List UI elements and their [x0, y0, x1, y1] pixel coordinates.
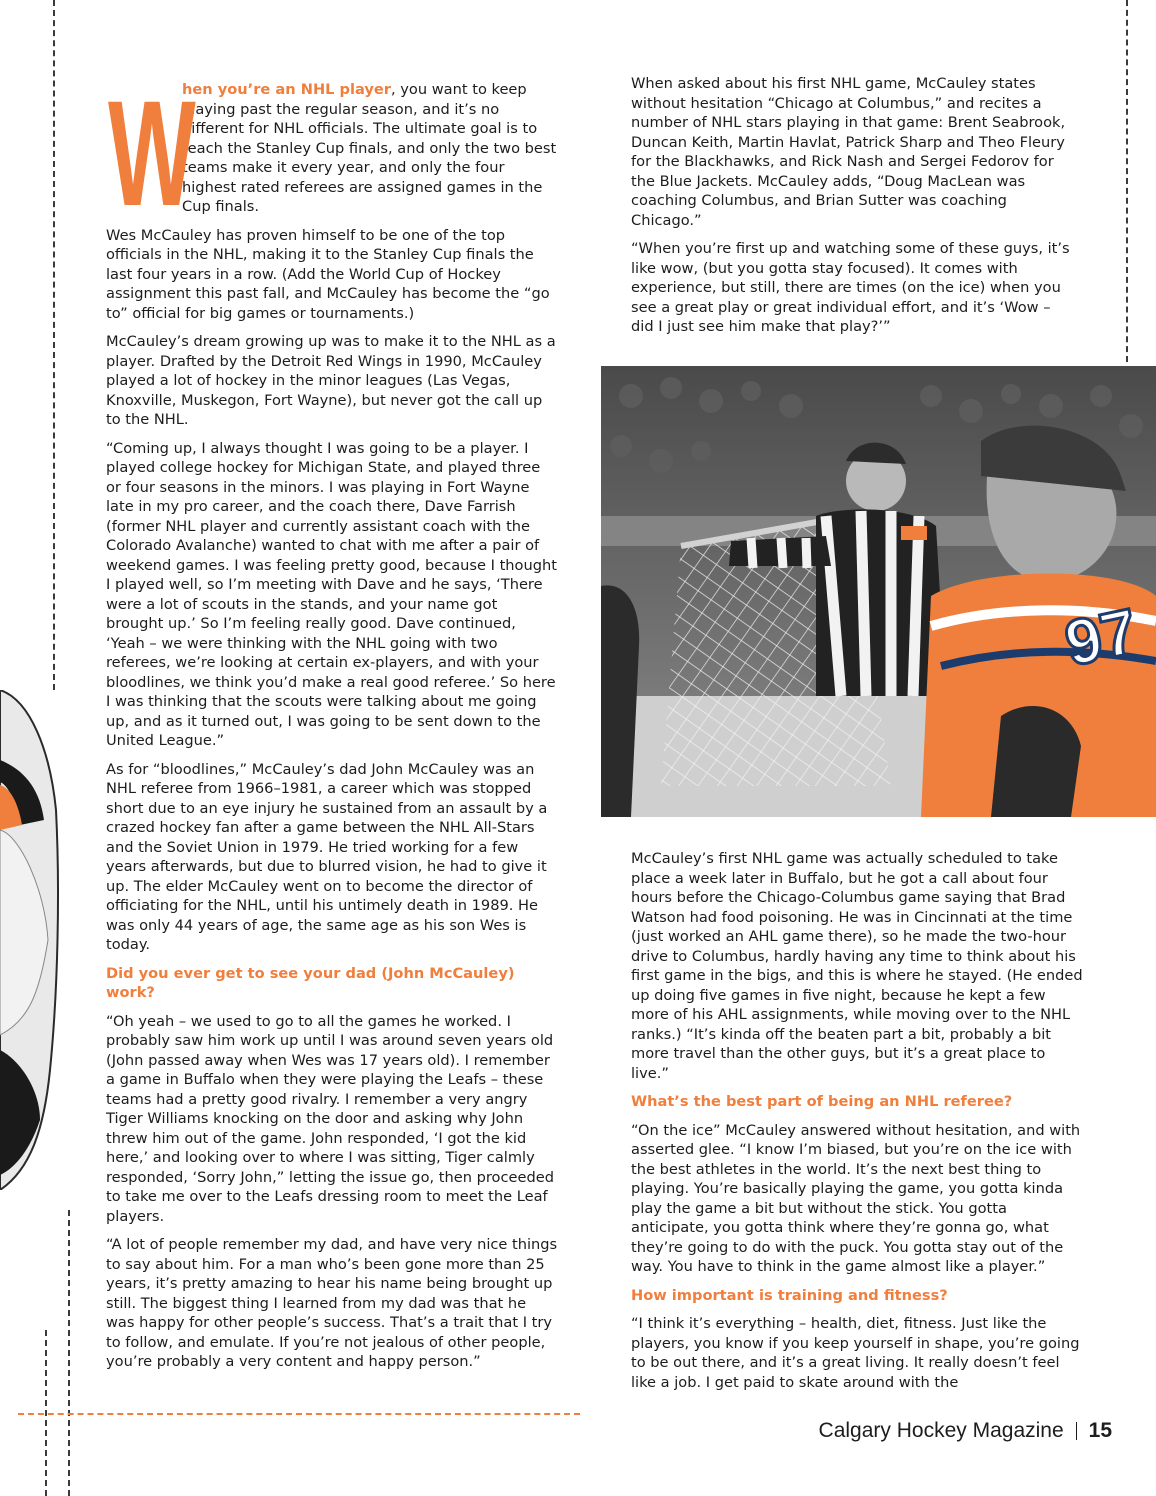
body-paragraph: When asked about his first NHL game, McCauley states without hesitation “Chicago at Columbus,” and recites a number of NHL stars playing in that game: Brent Seabrook, Duncan Keith, Martin Havlat, Patrick Sharp and Theo Fleury for the Blackhawks, and Rick Nash and Sergei Fedorov for the Blue Jackets. McCauley adds, “Doug MacLean was coaching Columbus, and Brian Sutter was coaching Chicago.” — [631, 75, 1066, 229]
photo-illustration — [601, 366, 1156, 817]
dashed-guide-top-right — [1126, 0, 1128, 362]
dashed-guide-bottom-orange — [18, 1413, 580, 1415]
body-paragraph: McCauley’s first NHL game was actually scheduled to take place a week later in Buffalo, but he got a call about four hours before the Chicago-Columbus game saying that Brad Watson had food poisoning. He was in Cincinnati at the time (just worked an AHL game there), so he made the two-hour drive to Columbus, hardly having any time to think about his first game in the bigs, and this is where he stayed. (He ended up doing five games in five night, because he kept a few more of his AHL assignments, while moving over to the NHL ranks.) “It’s kinda off the beaten part a bit, probably a bit more travel than the other guys, but it’s a great place to live.” — [631, 850, 1083, 1082]
page-number: 15 — [1088, 1419, 1112, 1442]
footer-divider — [1076, 1422, 1077, 1440]
lead-in-text: , you want to keep playing past the regular season, and it’s no different for NHL officials. The ultimate goal is to reach the Stanley Cup finals, and only the two best teams make it every year, and only the four highest rated referees are assigned games in the Cup finals. — [182, 81, 557, 215]
page-footer — [819, 1419, 1112, 1443]
article-column-left — [106, 69, 558, 1381]
body-paragraph: “Oh yeah – we used to go to all the games he worked. I probably saw him work up until I was around seven years old (John passed away when Wes was 17 years old). I remember a game in Buffalo when they were playing the Leafs – these teams had a pretty good rivalry. I remember a very angry Tiger Williams knocking on the door and asking why John threw him out of the game. John responded, ‘I got the kid here,’ and looking over to where I was sitting, Tiger calmly responded, ‘Sorry John,” letting the issue go, then proceeded to take me over to the Leafs dressing room to meet the Leaf players. — [106, 1012, 554, 1225]
jersey-number: 97 — [1058, 594, 1144, 680]
dashed-guide-top-left — [53, 0, 55, 690]
body-paragraph: “Coming up, I always thought I was going to be a player. I played college hockey for Michigan State, and played three or four seasons in the minors. I was playing in Fort Wayne late in my pro career, and the coach there, Dave Farrish (former NHL player and currently assistant coach with the Colorado Avalanche) wanted to chat with me after a pair of weekend games. I was feeling pretty good, because I thought I played well, so I’m meeting with Dave and he says, ‘There were a lot of scouts in the stands, and your name got brought up.’ So I’m feeling really good. Dave continued, ‘Yeah – we were thinking with the NHL going with two referees, we’re looking at certain ex-players, and with your bloodlines, we think you’d make a real good referee.’ So here I was thinking that the scouts were talking about me going up, and as it turned out, I was going to be sent down to the United League.” — [106, 439, 557, 749]
article-column-right-top — [631, 74, 1071, 346]
mascot-figure-partial — [0, 690, 60, 1190]
body-paragraph: “On the ice” McCauley answered without hesitation, and with asserted glee. “I know I’m biased, but you’re on the ice with the best athletes in the world. It’s the next best thing to playing. You’re basically playing the game, you gotta kinda play the game a bit but without the stick. You gotta anticipate, you gotta think where they’re gonna go, what they’re going to do with the puck. You gotta stay out of the way. You have to think in the game almost like a player.” — [631, 1121, 1081, 1275]
lead-in-bold: hen you’re an NHL player — [182, 81, 391, 98]
interview-question: Did you ever get to see your dad (John McCauley) work? — [106, 964, 515, 1001]
body-paragraph: “I think it’s everything – health, diet, fitness. Just like the players, you know if you keep yourself in shape, you’re going to be out there, and it’s a great living. It really doesn’t feel like a job. I get paid to skate around with the — [631, 1315, 1080, 1391]
interview-question: How important is training and fitness? — [631, 1286, 948, 1304]
magazine-name: Calgary Hockey Magazine — [818, 1419, 1064, 1442]
body-paragraph: As for “bloodlines,” McCauley’s dad John McCauley was an NHL referee from 1966–1981, a career which was stopped short due to an eye injury he sustained from an assault by a crazed hockey fan after a game between the NHL All-Stars and the Soviet Union in 1979. He tried working for a few years afterwards, but due to blurred vision, he had to give it up. The elder McCauley went on to become the director of officiating for the NHL, until his untimely death in 1989. He was only 44 years of age, the same age as his son Wes is today. — [106, 760, 548, 953]
dashed-guide-bottom-left-inner — [68, 1210, 70, 1496]
drop-cap: W — [108, 69, 196, 237]
referee-game-photo — [601, 366, 1156, 817]
body-paragraph: “When you’re first up and watching some of these guys, it’s like wow, (but you gotta stay focused). It comes with experience, but still, there are times (on the ice) when you see a great play or great individual effort, and it’s ‘Wow – did I just see him make that play?’” — [631, 240, 1070, 335]
body-paragraph: Wes McCauley has proven himself to be one of the top officials in the NHL, making it to the Stanley Cup finals the last four years in a row. (Add the World Cup of Hockey assignment this past fall, and McCauley has become the “go to” official for big games or tournaments.) — [106, 226, 550, 322]
body-paragraph: “A lot of people remember my dad, and have very nice things to say about him. For a man who’s been gone more than 25 years, it’s pretty amazing to hear his name being brought up still. The biggest thing I learned from my dad was that he was happy for other people’s success. That’s a trait that I try to follow, and emulate. If you’re not jealous of other people, you’re probably a very content and happy person.” — [106, 1236, 558, 1370]
interview-question: What’s the best part of being an NHL referee? — [631, 1093, 1013, 1110]
article-column-right-bottom — [631, 849, 1085, 1401]
body-paragraph: McCauley’s dream growing up was to make it to the NHL as a player. Drafted by the Detroit Red Wings in 1990, McCauley played a lot of hockey in the minor leagues (Las Vegas, Knoxville, Muskegon, Fort Wayne), but never got the call up to the NHL. — [106, 333, 556, 428]
intro-paragraph — [106, 69, 558, 237]
